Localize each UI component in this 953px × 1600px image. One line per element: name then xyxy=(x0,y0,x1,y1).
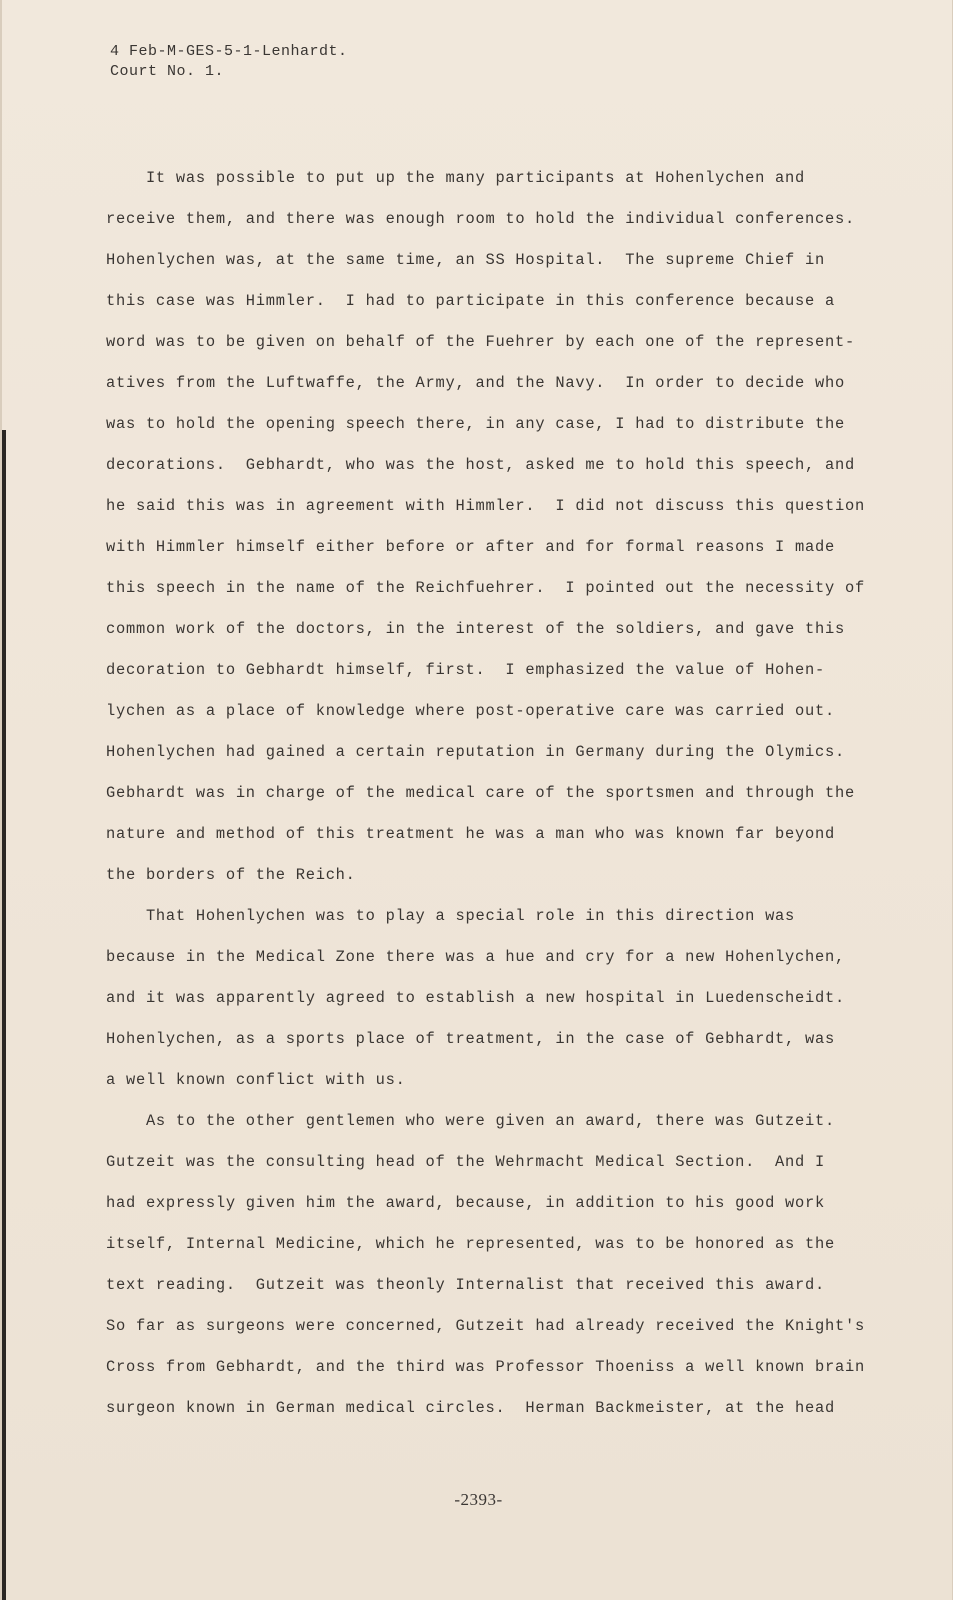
text-line: had expressly given him the award, because, in addition to his good work xyxy=(106,1194,825,1212)
text-line: decorations. Gebhardt, who was the host, asked me to hold this speech, and xyxy=(106,456,855,474)
text-line: the borders of the Reich. xyxy=(106,866,356,884)
scan-edge-shadow xyxy=(2,430,6,1600)
text-line: text reading. Gutzeit was theonly Internalist that received this award. xyxy=(106,1276,825,1294)
text-line: nature and method of this treatment he was a man who was known far beyond xyxy=(106,825,835,843)
text-line: was to hold the opening speech there, in any case, I had to distribute the xyxy=(106,415,845,433)
text-line: As to the other gentlemen who were given an award, there was Gutzeit. xyxy=(106,1112,835,1130)
text-line: surgeon known in German medical circles. Herman Backmeister, at the head xyxy=(106,1399,835,1417)
text-line: So far as surgeons were concerned, Gutzeit had already received the Knight's xyxy=(106,1317,865,1335)
text-line: Hohenlychen was, at the same time, an SS Hospital. The supreme Chief in xyxy=(106,251,825,269)
text-line: this speech in the name of the Reichfuehrer. I pointed out the necessity of xyxy=(106,579,865,597)
paragraph-3 xyxy=(106,1107,886,1435)
text-line: Hohenlychen, as a sports place of treatment, in the case of Gebhardt, was xyxy=(106,1030,835,1048)
text-line: word was to be given on behalf of the Fuehrer by each one of the represent- xyxy=(106,333,855,351)
paragraph-2 xyxy=(106,902,886,1107)
text-line: atives from the Luftwaffe, the Army, and the Navy. In order to decide who xyxy=(106,374,845,392)
text-line: this case was Himmler. I had to participate in this conference because a xyxy=(106,292,835,310)
header-line-2: Court No. 1. xyxy=(110,63,225,80)
text-line: a well known conflict with us. xyxy=(106,1071,406,1089)
page-number: -2393- xyxy=(454,1490,503,1509)
text-line: Hohenlychen had gained a certain reputation in Germany during the Olymics. xyxy=(106,743,845,761)
text-line: lychen as a place of knowledge where post-operative care was carried out. xyxy=(106,702,835,720)
text-line: receive them, and there was enough room to hold the individual conferences. xyxy=(106,210,855,228)
document-header xyxy=(110,42,348,82)
text-line: common work of the doctors, in the interest of the soldiers, and gave this xyxy=(106,620,845,638)
text-line: Gutzeit was the consulting head of the Wehrmacht Medical Section. And I xyxy=(106,1153,825,1171)
text-line: because in the Medical Zone there was a hue and cry for a new Hohenlychen, xyxy=(106,948,845,966)
text-line: Gebhardt was in charge of the medical care of the sportsmen and through the xyxy=(106,784,855,802)
text-line: itself, Internal Medicine, which he represented, was to be honored as the xyxy=(106,1235,835,1253)
header-line-1: 4 Feb-M-GES-5-1-Lenhardt. xyxy=(110,43,348,60)
paragraph-1 xyxy=(106,164,886,902)
text-line: he said this was in agreement with Himmler. I did not discuss this question xyxy=(106,497,865,515)
text-line: decoration to Gebhardt himself, first. I emphasized the value of Hohen- xyxy=(106,661,825,679)
body-text xyxy=(106,164,886,1435)
text-line: and it was apparently agreed to establish a new hospital in Luedenscheidt. xyxy=(106,989,845,1007)
text-line: Cross from Gebhardt, and the third was Professor Thoeniss a well known brain xyxy=(106,1358,865,1376)
text-line: It was possible to put up the many participants at Hohenlychen and xyxy=(106,169,806,187)
text-line: That Hohenlychen was to play a special role in this direction was xyxy=(106,907,796,925)
text-line: with Himmler himself either before or after and for formal reasons I made xyxy=(106,538,835,556)
